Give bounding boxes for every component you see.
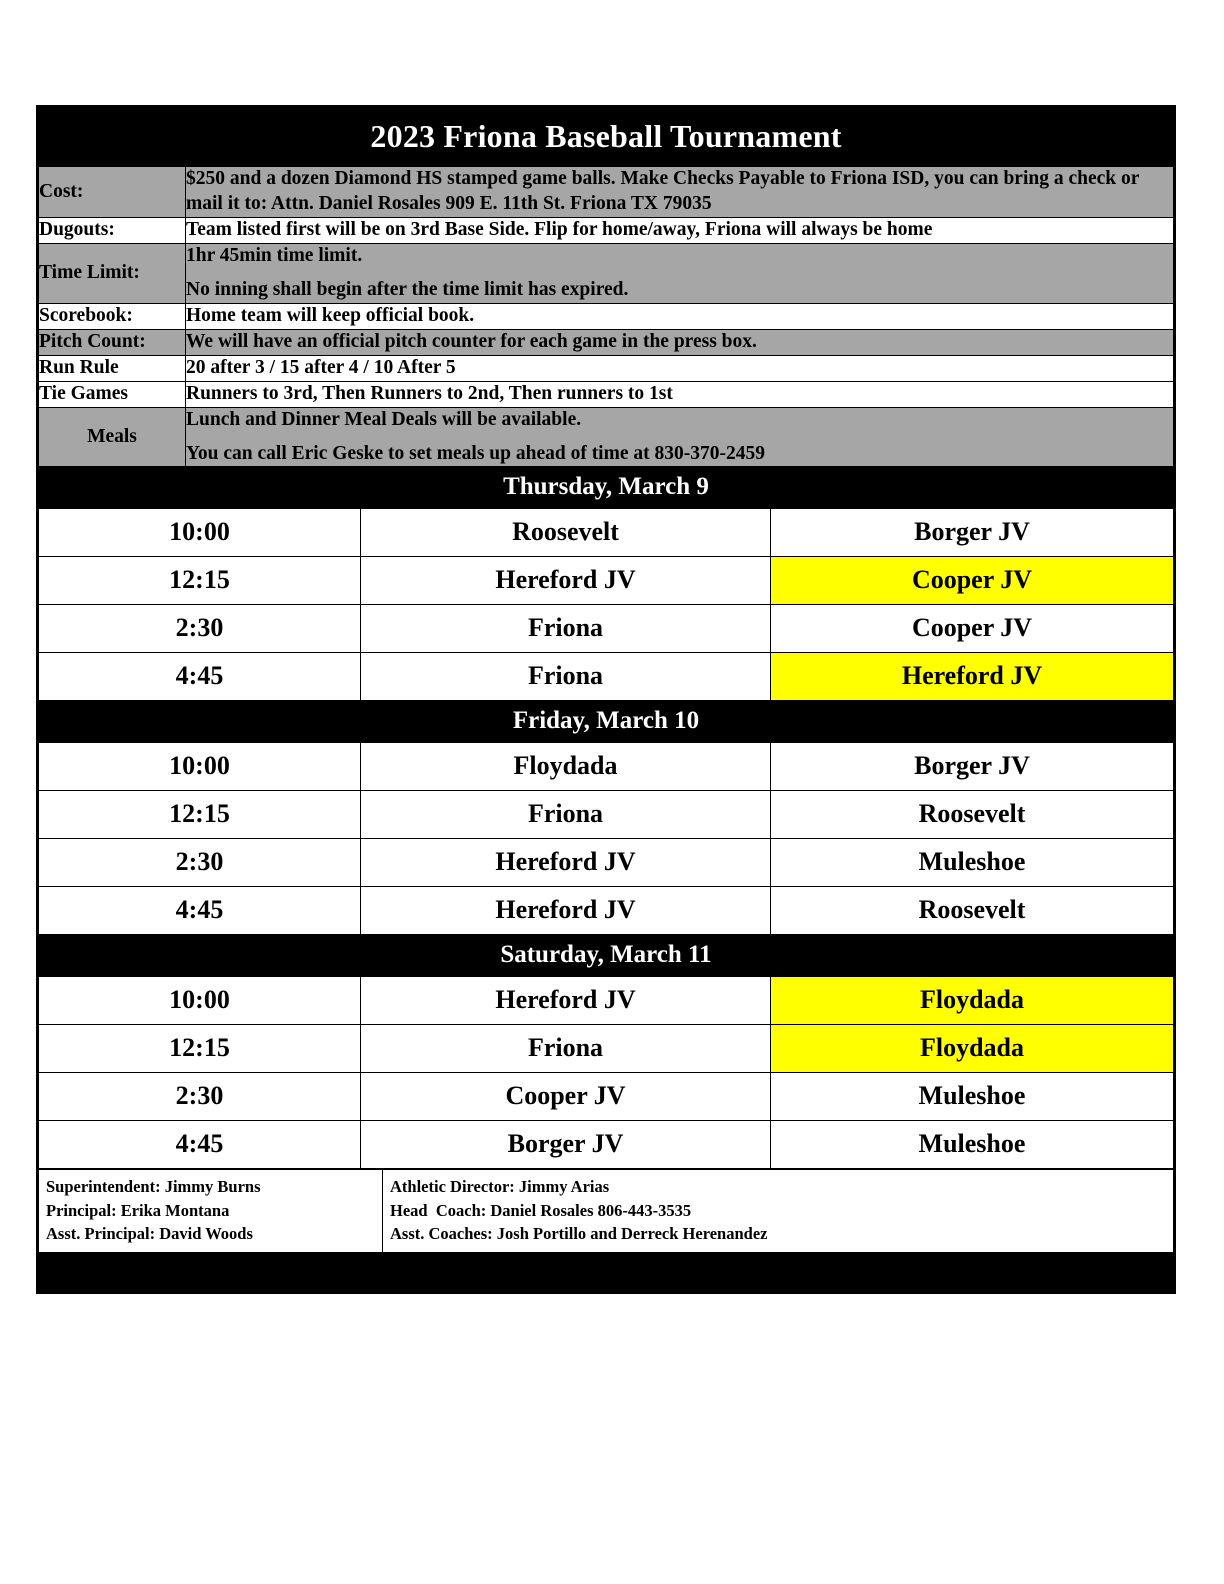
game-time: 12:15 (39, 557, 361, 605)
info-value-line: $250 and a dozen Diamond HS stamped game balls. Make Checks Payable to Friona ISD, you can bring a check or mail it to: Attn. Daniel Rosales 909 E. 11th St. Friona TX 79035 (186, 168, 1140, 214)
staff-line: Asst. Coaches: Josh Portillo and Derreck Herenandez (390, 1224, 768, 1244)
game-team-b: Cooper JV (771, 557, 1174, 605)
staff-athletics-cell (383, 1170, 1174, 1252)
game-time: 4:45 (39, 887, 361, 935)
tournament-info-table (38, 166, 1174, 467)
game-team-b: Muleshoe (771, 839, 1174, 887)
day-header: Saturday, March 11 (38, 935, 1174, 976)
info-row (39, 243, 1174, 303)
info-row-label: Scorebook: (39, 303, 186, 329)
info-row-value (186, 329, 1174, 355)
game-time: 10:00 (39, 743, 361, 791)
info-row-label: Meals (39, 407, 186, 467)
day-header: Friday, March 10 (38, 701, 1174, 742)
game-time: 10:00 (39, 509, 361, 557)
staff-line: Head Coach: Daniel Rosales 806-443-3535 (390, 1200, 692, 1220)
info-row-label: Cost: (39, 167, 186, 218)
game-team-a: Hereford JV (361, 557, 771, 605)
game-team-a: Hereford JV (361, 977, 771, 1025)
game-team-a: Hereford JV (361, 839, 771, 887)
info-row (39, 329, 1174, 355)
info-row-label: Time Limit: (39, 243, 186, 303)
info-value-line: You can call Eric Geske to set meals up ahead of time at 830-370-2459 (186, 442, 765, 464)
info-value-line: Team listed first will be on 3rd Base Side. Flip for home/away, Friona will always be home (186, 218, 933, 240)
info-row (39, 167, 1174, 218)
table-row (39, 1073, 1174, 1121)
info-row (39, 217, 1174, 243)
day-schedule-table (38, 976, 1174, 1169)
info-row (39, 303, 1174, 329)
game-team-b: Roosevelt (771, 887, 1174, 935)
day-schedule-table (38, 508, 1174, 701)
game-time: 12:15 (39, 1025, 361, 1073)
game-team-a: Floydada (361, 743, 771, 791)
game-time: 12:15 (39, 791, 361, 839)
info-value-line: Runners to 3rd, Then Runners to 2nd, Then runners to 1st (186, 382, 673, 404)
game-team-b: Muleshoe (771, 1121, 1174, 1169)
table-row (39, 1121, 1174, 1169)
game-team-a: Borger JV (361, 1121, 771, 1169)
day-schedule-table (38, 742, 1174, 935)
table-row (39, 743, 1174, 791)
table-row (39, 509, 1174, 557)
table-row (39, 791, 1174, 839)
staff-line: Asst. Principal: David Woods (46, 1224, 253, 1244)
info-row-label: Dugouts: (39, 217, 186, 243)
game-time: 2:30 (39, 1073, 361, 1121)
game-team-a: Hereford JV (361, 887, 771, 935)
game-time: 2:30 (39, 839, 361, 887)
game-team-b: Borger JV (771, 509, 1174, 557)
info-row (39, 381, 1174, 407)
info-row-value (186, 303, 1174, 329)
info-table-body (39, 167, 1174, 467)
info-row-value (186, 217, 1174, 243)
game-team-b: Cooper JV (771, 605, 1174, 653)
info-row (39, 407, 1174, 467)
game-team-b: Borger JV (771, 743, 1174, 791)
info-row-label: Pitch Count: (39, 329, 186, 355)
info-value-line: No inning shall begin after the time limit has expired. (186, 278, 629, 300)
staff-table (38, 1169, 1174, 1252)
info-row (39, 355, 1174, 381)
game-team-a: Friona (361, 1025, 771, 1073)
day-header: Thursday, March 9 (38, 467, 1174, 508)
info-value-line: We will have an official pitch counter for each game in the press box. (186, 330, 757, 352)
game-team-a: Cooper JV (361, 1073, 771, 1121)
page-title: 2023 Friona Baseball Tournament (38, 107, 1174, 166)
staff-line: Athletic Director: Jimmy Arias (390, 1177, 610, 1197)
table-row (39, 653, 1174, 701)
tournament-sheet (36, 105, 1176, 1294)
game-team-a: Roosevelt (361, 509, 771, 557)
table-row (39, 1025, 1174, 1073)
bottom-black-bar (38, 1253, 1174, 1292)
game-time: 10:00 (39, 977, 361, 1025)
table-row (39, 557, 1174, 605)
game-team-b: Hereford JV (771, 653, 1174, 701)
table-row (39, 887, 1174, 935)
game-team-b: Roosevelt (771, 791, 1174, 839)
info-value-line: Home team will keep official book. (186, 304, 475, 326)
info-row-value (186, 243, 1174, 303)
table-row (39, 839, 1174, 887)
info-row-value (186, 355, 1174, 381)
info-row-label: Tie Games (39, 381, 186, 407)
info-row-value (186, 167, 1174, 218)
table-row (39, 605, 1174, 653)
table-row (39, 977, 1174, 1025)
info-value-line: Lunch and Dinner Meal Deals will be available. (186, 408, 582, 430)
staff-line: Superintendent: Jimmy Burns (46, 1177, 261, 1197)
schedule-container (38, 467, 1174, 1169)
game-team-a: Friona (361, 653, 771, 701)
staff-line: Principal: Erika Montana (46, 1200, 230, 1220)
staff-admin-cell (39, 1170, 383, 1252)
info-row-label: Run Rule (39, 355, 186, 381)
game-team-a: Friona (361, 605, 771, 653)
game-time: 4:45 (39, 653, 361, 701)
game-team-a: Friona (361, 791, 771, 839)
game-time: 4:45 (39, 1121, 361, 1169)
game-team-b: Muleshoe (771, 1073, 1174, 1121)
staff-row (39, 1170, 1174, 1252)
game-team-b: Floydada (771, 977, 1174, 1025)
game-time: 2:30 (39, 605, 361, 653)
info-row-value (186, 407, 1174, 467)
game-team-b: Floydada (771, 1025, 1174, 1073)
info-value-line: 1hr 45min time limit. (186, 244, 363, 266)
info-value-line: 20 after 3 / 15 after 4 / 10 After 5 (186, 356, 456, 378)
info-row-value (186, 381, 1174, 407)
